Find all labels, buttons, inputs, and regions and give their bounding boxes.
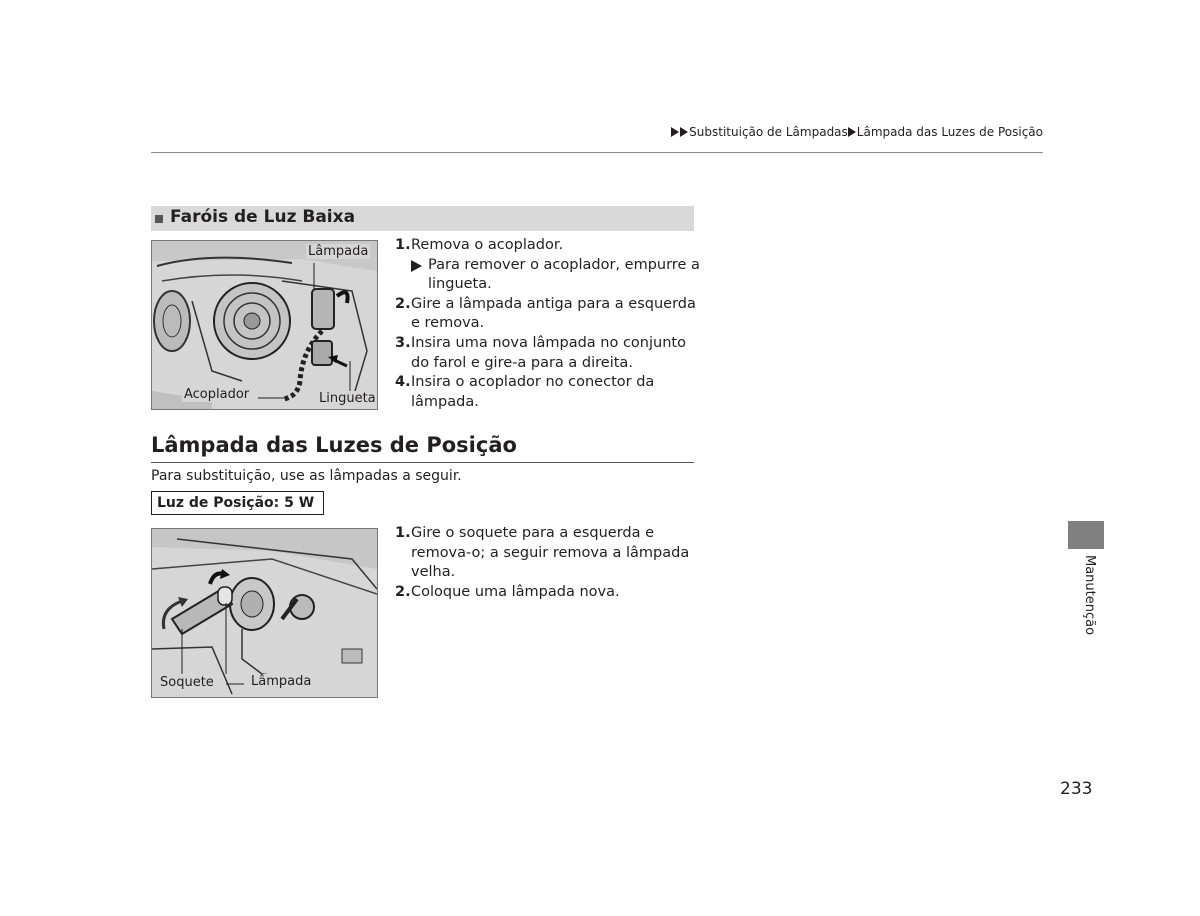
low-beam-illustration bbox=[151, 240, 378, 410]
step-number: 4. bbox=[395, 374, 411, 391]
label-socket: Soquete bbox=[160, 675, 214, 690]
step-number: 3. bbox=[395, 334, 411, 351]
arrow-right-icon bbox=[680, 127, 688, 137]
label-bulb: Lâmpada bbox=[251, 674, 312, 689]
bulb-spec-box: Luz de Posição: 5 W bbox=[151, 491, 324, 515]
arrow-right-icon bbox=[411, 260, 422, 272]
step-item bbox=[395, 373, 700, 412]
breadcrumb bbox=[671, 125, 1043, 139]
step-number: 2. bbox=[395, 295, 411, 312]
step-number: 2. bbox=[395, 583, 411, 600]
label-tab: Lingueta bbox=[319, 391, 376, 406]
page-title: Lâmpada das Luzes de Posição bbox=[151, 433, 517, 457]
step-item bbox=[395, 334, 700, 373]
step-number: 1. bbox=[395, 237, 411, 253]
step-text: Insira uma nova lâmpada no conjunto do farol e gire-a para a direita. bbox=[411, 334, 686, 371]
section-title: Faróis de Luz Baixa bbox=[170, 207, 356, 227]
step-text: Gire o soquete para a esquerda e remova-o; a seguir remova a lâmpada velha. bbox=[411, 525, 690, 581]
square-bullet-icon bbox=[155, 215, 163, 223]
arrow-right-icon bbox=[848, 127, 856, 137]
intro-text: Para substituição, use as lâmpadas a seguir. bbox=[151, 468, 462, 484]
step-item bbox=[395, 295, 700, 334]
header-divider bbox=[151, 152, 1043, 153]
position-light-drawing bbox=[152, 529, 377, 697]
step-number: 1. bbox=[395, 525, 411, 541]
breadcrumb-item-bulb-replacement[interactable]: Substituição de Lâmpadas bbox=[689, 125, 848, 139]
arrow-right-icon bbox=[671, 127, 679, 137]
step-text: Coloque uma lâmpada nova. bbox=[411, 583, 620, 600]
step-item bbox=[395, 236, 700, 256]
step-note-text: Para remover o acoplador, empurre a lingueta. bbox=[428, 256, 700, 293]
headlight-drawing bbox=[152, 241, 377, 409]
heading-divider bbox=[151, 462, 694, 463]
position-light-steps bbox=[395, 524, 700, 602]
step-item bbox=[395, 583, 700, 603]
step-text: Insira o acoplador no conector da lâmpada. bbox=[411, 374, 655, 410]
section-header bbox=[151, 206, 694, 231]
breadcrumb-item-position-lights[interactable]: Lâmpada das Luzes de Posição bbox=[856, 125, 1043, 139]
label-coupler: Acoplador bbox=[184, 387, 250, 402]
position-light-illustration bbox=[151, 528, 378, 698]
chapter-tab-label: Manutenção bbox=[1082, 555, 1097, 636]
step-item bbox=[395, 524, 700, 583]
label-bulb: Lâmpada bbox=[308, 244, 369, 259]
low-beam-steps bbox=[395, 236, 700, 412]
page-number: 233 bbox=[1060, 779, 1093, 799]
step-text: Gire a lâmpada antiga para a esquerda e remova. bbox=[411, 295, 696, 332]
step-text: Remova o acoplador. bbox=[411, 237, 564, 253]
step-note bbox=[395, 256, 700, 295]
chapter-tab[interactable] bbox=[1068, 521, 1104, 549]
